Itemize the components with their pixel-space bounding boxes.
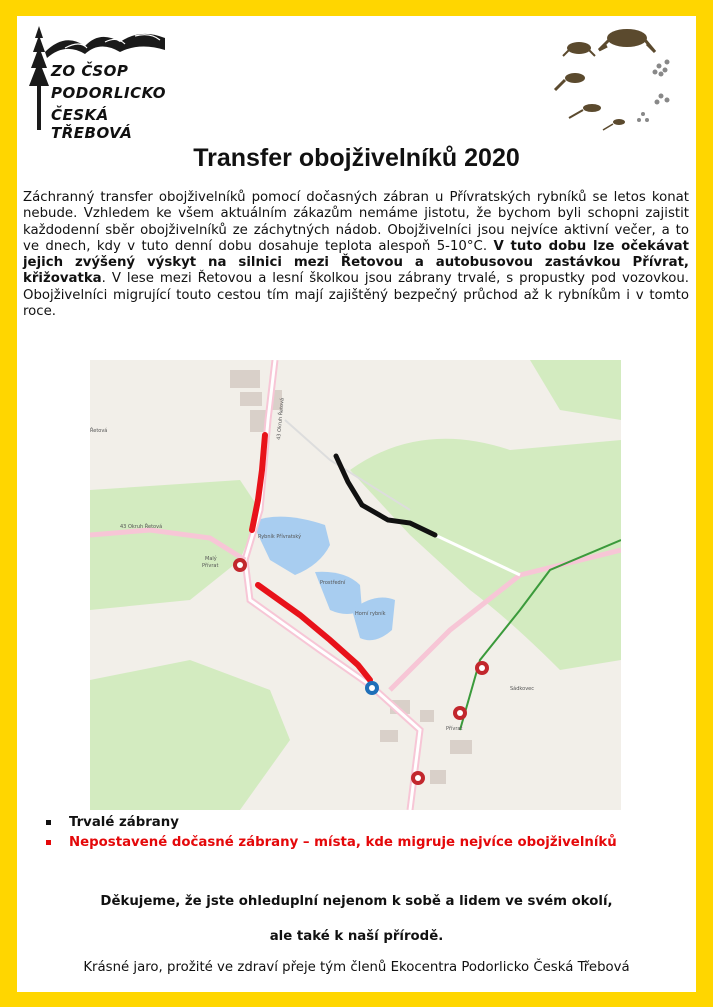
map-label: Sádkovec <box>510 686 534 692</box>
map-legend <box>42 813 617 853</box>
map-pin-icon <box>365 681 379 695</box>
poster-title: Transfer obojživelníků 2020 <box>193 144 520 172</box>
poster-page <box>17 16 696 992</box>
legend-bullet <box>46 820 51 825</box>
migration-map <box>90 360 621 810</box>
map-pin-icon <box>411 771 425 785</box>
map-label: Horní rybník <box>355 611 386 617</box>
intro-text-bold: V tuto dobu lze očekávat jejich zvýšený výskyt na silnici mezi Řetovou a autobusovou zastávkou Přívrat, křižovatka <box>23 238 689 287</box>
logo-line-1: ZO ČSOP <box>51 62 129 80</box>
legend-temporary-label: Nepostavené dočasné zábrany – místa, kde migruje nejvíce obojživelníků <box>69 835 617 850</box>
map-label: Rybník Přívratský <box>258 534 302 540</box>
map-label: Prostřední <box>320 580 346 586</box>
legend-permanent <box>42 813 617 833</box>
map-label: Přívrat <box>202 563 219 569</box>
map-pin-icon <box>475 661 489 675</box>
intro-text-2: . V lese mezi Řetovou a lesní školkou jsou zábrany trvalé, s propustky pod vozovkou. Obojživelníci migrující touto cestou tím mají zajištěný bezpečný průchod až k rybníkům i v tomto roce. <box>23 271 689 320</box>
legend-permanent-label: Trvalé zábrany <box>69 815 179 830</box>
intro-text-1: Záchranný transfer obojživelníků pomocí dočasných zábran u Přívratských rybníků se letos konat nebude. Vzhledem ke všem aktuálním zákazům nemáme jistotu, že bychom byli schopni zajistit každodenní sběr obojživelníků ze záchytných nádob. Obojživelníci jsou nejvíce aktivní večer, a to ve dnech, kdy v tuto denní dobu dosahuje teplota alespoň 5-10°C. <box>23 190 689 254</box>
frog-lifecycle-icon <box>547 16 687 141</box>
logo-line-2: PODORLICKO <box>51 84 167 102</box>
legend-bullet <box>46 840 51 845</box>
footer-greeting: Krásné jaro, prožité ve zdraví přeje tým členů Ekocentra Podorlicko Česká Třebová <box>83 960 630 975</box>
map-label: Řetová <box>90 428 108 434</box>
thanks-line-2: ale také k naší přírodě. <box>269 929 444 944</box>
map-svg <box>90 360 621 810</box>
map-label: Malý <box>205 556 217 562</box>
map-pin-icon <box>453 706 467 720</box>
map-label: 43 Okruh Řetová <box>120 524 163 530</box>
thanks-line-1: Děkujeme, že jste ohleduplní nejenom k sobě a lidem ve svém okolí, <box>100 894 613 909</box>
organization-logo <box>25 22 175 142</box>
map-label: Přívrat <box>446 726 463 732</box>
map-pin-icon <box>233 558 247 572</box>
legend-temporary <box>42 833 617 853</box>
logo-line-3: ČESKÁ TŘEBOVÁ <box>51 106 133 142</box>
map-label: 43 Okruh Řetová <box>276 397 286 441</box>
intro-paragraph <box>23 190 689 320</box>
